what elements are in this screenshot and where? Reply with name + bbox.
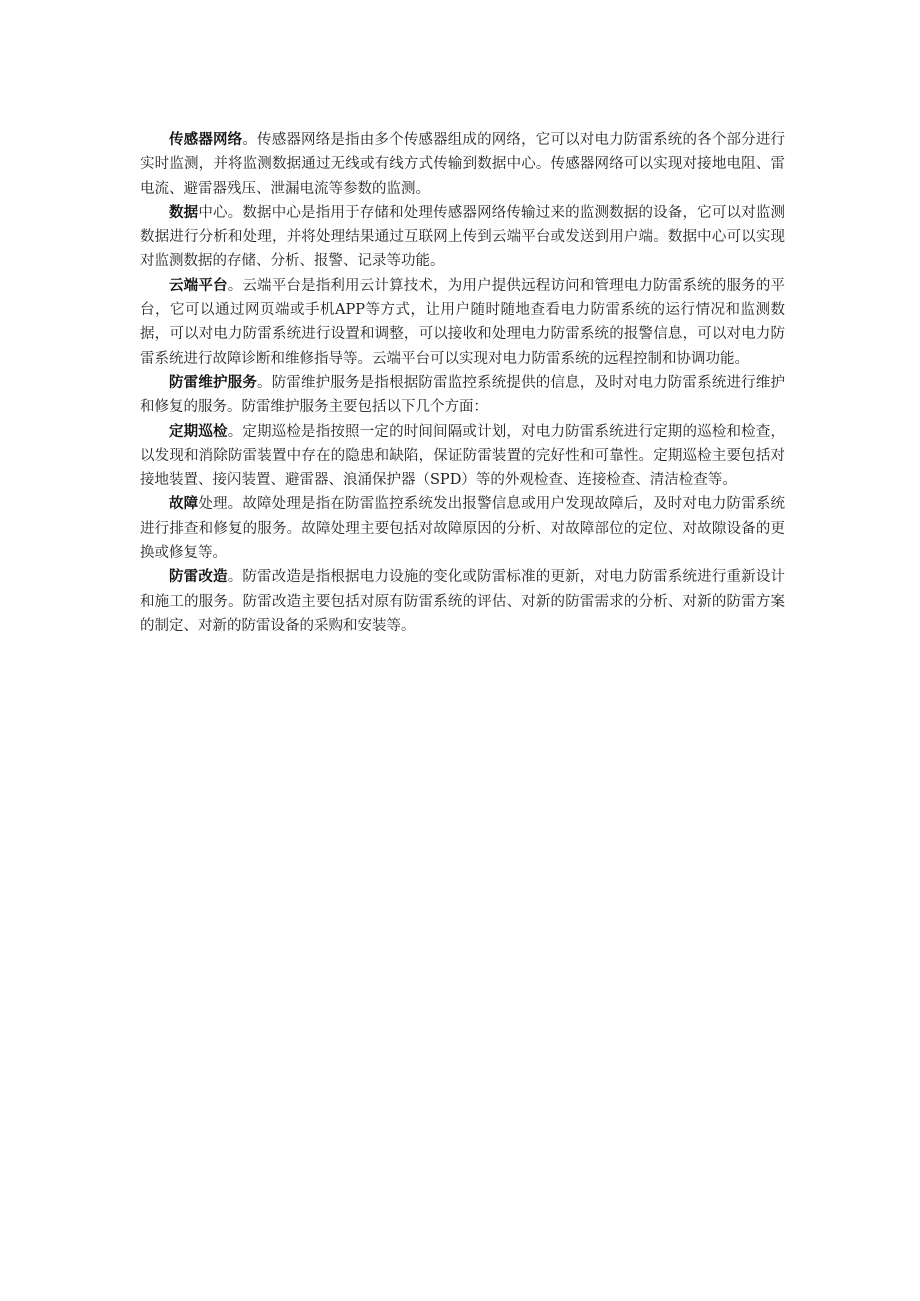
paragraph-text: 定期巡检是指按照一定的时间间隔或计划，对电力防雷系统进行定期的巡检和检查，以发现和消除防雷装置中存在的隐患和缺陷，保证防雷装置的完好性和可靠性。定期巡检主要包括对接地装置、接闪装置、避雷器、浪涌保护器（SPD）等的外观检查、连接检查、清洁检查等。 xyxy=(140,423,786,489)
document-body xyxy=(140,128,785,638)
term-punct: 。 xyxy=(227,423,243,440)
paragraph-text: 防雷维护服务是指根据防雷监控系统提供的信息，及时对电力防雷系统进行维护和修复的服务。防雷维护服务主要包括以下几个方面： xyxy=(140,374,786,416)
term-punct: 中心。 xyxy=(198,204,243,221)
term-punct: 。 xyxy=(227,277,243,294)
paragraph-text: 数据中心是指用于存储和处理传感器网络传输过来的监测数据的设备，它可以对监测数据进行分析和处理，并将处理结果通过互联网上传到云端平台或发送到用户端。数据中心可以实现对监测数据的存储、分析、报警、记录等功能。 xyxy=(140,204,786,270)
term-heading: 云端平台 xyxy=(169,276,228,294)
paragraph-fault-handling xyxy=(140,492,785,565)
paragraph-data-center xyxy=(140,201,785,274)
term-punct: 。 xyxy=(227,569,243,586)
paragraph-regular-inspection xyxy=(140,420,785,493)
paragraph-text: 云端平台是指利用云计算技术，为用户提供远程访问和管理电力防雷系统的服务的平台，它可以通过网页端或手机APP等方式，让用户随时随地查看电力防雷系统的运行情况和监测数据，可以对电力防雷系统进行设置和调整，可以接收和处理电力防雷系统的报警信息，可以对电力防雷系统进行故障诊断和维修指导等。云端平台可以实现对电力防雷系统的远程控制和协调功能。 xyxy=(140,277,786,367)
term-heading: 防雷维护服务 xyxy=(169,373,258,391)
paragraph-text: 故障处理是指在防雷监控系统发出报警信息或用户发现故障后，及时对电力防雷系统进行排查和修复的服务。故障处理主要包括对故障原因的分析、对故障部位的定位、对故隙设备的更换或修复等。 xyxy=(140,496,786,562)
paragraph-cloud-platform xyxy=(140,274,785,371)
paragraph-text: 防雷改造是指根据电力设施的变化或防雷标准的更新，对电力防雷系统进行重新设计和施工的服务。防雷改造主要包括对原有防雷系统的评估、对新的防雷需求的分析、对新的防雷方案的制定、对新的防雷设备的采购和安装等。 xyxy=(140,569,786,634)
term-heading: 故障 xyxy=(169,495,199,513)
term-punct: 处理。 xyxy=(198,496,243,513)
term-heading: 传感器网络 xyxy=(169,131,243,148)
term-punct: 。 xyxy=(257,374,272,391)
paragraph-lightning-retrofit xyxy=(140,565,785,638)
paragraph-text: 传感器网络是指由多个传感器组成的网络，它可以对电力防雷系统的各个部分进行实时监测，并将监测数据通过无线或有线方式传输到数据中心。传感器网络可以实现对接地电阻、雷电流、避雷器残压、泄漏电流等参数的监测。 xyxy=(140,132,786,197)
term-heading: 防雷改造 xyxy=(169,568,228,586)
term-punct: 。 xyxy=(242,132,258,148)
paragraph-sensor-network xyxy=(140,128,785,201)
paragraph-maintenance-service xyxy=(140,371,785,420)
term-heading: 数据 xyxy=(169,203,199,221)
term-heading: 定期巡检 xyxy=(169,422,228,440)
